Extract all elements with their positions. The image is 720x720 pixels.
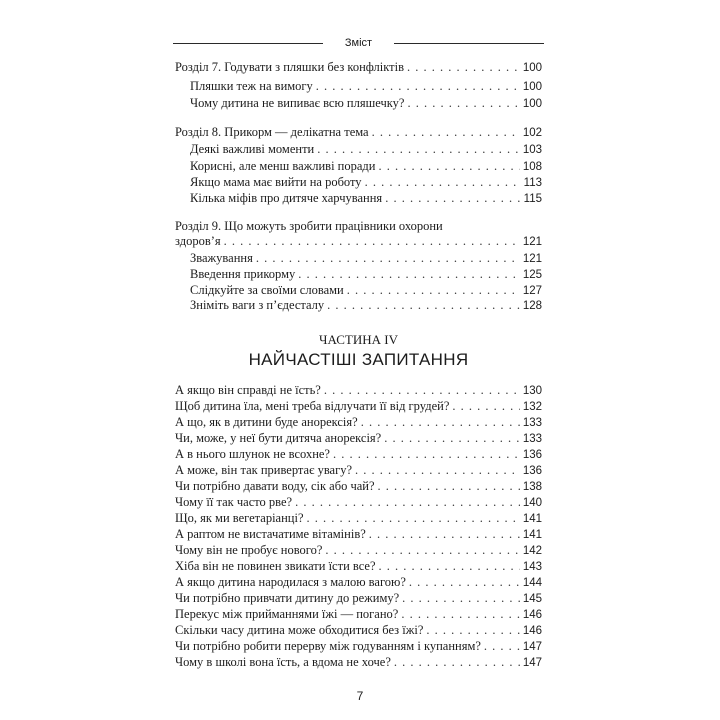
toc-page-number: 144 — [522, 577, 542, 589]
toc-question — [175, 462, 542, 478]
toc-page-number: 147 — [522, 641, 542, 653]
toc-subentry — [190, 78, 542, 94]
toc-page-number: 142 — [522, 545, 542, 557]
toc-entry-title: Якщо мама має вийти на роботу — [190, 175, 362, 189]
toc-page-number: 146 — [522, 609, 542, 621]
toc-page-number: 102 — [522, 127, 542, 139]
toc-question — [175, 382, 542, 398]
toc-entry-title: Щоб дитина їла, мені треба відлучати її від грудей? — [175, 399, 450, 413]
toc-entry-title: Пляшки теж на вимогу — [190, 79, 313, 93]
toc-subentry — [190, 174, 542, 190]
dot-leader — [426, 622, 519, 638]
toc-question — [175, 478, 542, 494]
toc-entry-title: Чи потрібно привчати дитину до режиму? — [175, 591, 400, 605]
dot-leader — [316, 78, 520, 94]
toc-page-number: 128 — [522, 300, 542, 312]
dot-leader — [484, 638, 520, 654]
dot-leader — [369, 526, 520, 542]
toc-question — [175, 446, 542, 462]
toc-page-number: 100 — [522, 98, 542, 110]
dot-leader — [295, 494, 520, 510]
toc-entry-title: Перекус між прийманнями їжі — погано? — [175, 607, 399, 621]
toc-subentry — [190, 250, 542, 266]
dot-leader — [372, 124, 520, 140]
toc-entry-title: Корисні, але менш важливі поради — [190, 159, 376, 173]
toc-question — [175, 526, 542, 542]
toc-page-number: 141 — [522, 513, 542, 525]
toc-question — [175, 398, 542, 414]
toc-entry-title: А може, він так привертає увагу? — [175, 463, 353, 477]
dot-leader — [317, 141, 520, 157]
running-header — [173, 36, 544, 50]
toc-entry-title: Що, як ми вегетаріанці? — [175, 511, 304, 525]
toc-page-number: 132 — [522, 401, 542, 413]
toc-question — [175, 654, 542, 670]
toc-subentry — [190, 297, 542, 313]
toc-question — [175, 606, 542, 622]
toc-page-number: 143 — [522, 561, 542, 573]
toc-page-number: 108 — [522, 161, 542, 173]
dot-leader — [402, 590, 520, 606]
dot-leader — [452, 398, 519, 414]
dot-leader — [401, 606, 519, 622]
toc-chapter-8 — [175, 124, 542, 140]
toc-page-number: 127 — [522, 285, 542, 297]
dot-leader — [256, 250, 520, 266]
dot-leader — [384, 430, 520, 446]
toc-question — [175, 542, 542, 558]
toc-entry-title: Слідкуйте за своїми словами — [190, 283, 344, 297]
toc-page-number: 100 — [522, 62, 542, 74]
toc-page-number: 140 — [522, 497, 542, 509]
toc-entry-title: Введення прикорму — [190, 267, 296, 281]
toc-entry-title: А якщо дитина народилася з малою вагою? — [175, 575, 406, 589]
toc-page-number: 141 — [522, 529, 542, 541]
dot-leader — [385, 190, 520, 206]
toc-page-number: 145 — [522, 593, 542, 605]
toc-page-number: 147 — [522, 657, 542, 669]
toc-chapter-7 — [175, 59, 542, 75]
dot-leader — [407, 95, 519, 111]
dot-leader — [361, 414, 520, 430]
toc-page-number: 133 — [522, 417, 542, 429]
page-number: 7 — [356, 689, 364, 703]
toc-entry-title: Деякі важливі моменти — [190, 142, 315, 156]
dot-leader — [409, 574, 520, 590]
toc-chapter-9 — [175, 233, 542, 249]
toc-entry-title: Чому її так часто рве? — [175, 495, 293, 509]
toc-page-number: 136 — [522, 465, 542, 477]
running-header-title: Зміст — [344, 37, 373, 49]
toc-subentry — [190, 190, 542, 206]
toc-question — [175, 558, 542, 574]
toc-page-number: 133 — [522, 433, 542, 445]
toc-entry-title: здоров’я — [175, 234, 221, 248]
dot-leader — [333, 446, 520, 462]
dot-leader — [355, 462, 520, 478]
toc-page-number: 113 — [523, 177, 542, 189]
toc-entry-title: Чому в школі вона їсть, а вдома не хоче? — [175, 655, 391, 669]
toc-entry-title: Чи потрібно давати воду, сік або чай? — [175, 479, 375, 493]
header-rule-right — [394, 43, 544, 44]
toc-question — [175, 414, 542, 430]
toc-subentry — [190, 95, 542, 111]
toc-entry-title: Чому дитина не випиває всю пляшечку? — [190, 96, 405, 110]
toc-entry-title: Кілька міфів про дитяче харчування — [190, 191, 383, 205]
toc-page-number: 146 — [522, 625, 542, 637]
toc-question — [175, 430, 542, 446]
toc-page-number: 121 — [522, 236, 542, 248]
toc-page-number: 130 — [522, 385, 542, 397]
toc-subentry — [190, 282, 542, 298]
dot-leader — [298, 266, 520, 282]
dot-leader — [378, 478, 520, 494]
toc-page-number: 136 — [522, 449, 542, 461]
dot-leader — [347, 282, 520, 298]
toc-entry-title: Зніміть ваги з п’єдесталу — [190, 298, 325, 312]
toc-page-number: 103 — [522, 144, 542, 156]
toc-question — [175, 494, 542, 510]
dot-leader — [365, 174, 521, 190]
dot-leader — [378, 158, 519, 174]
dot-leader — [407, 59, 520, 75]
toc-entry-title: А в нього шлунок не всохне? — [175, 447, 330, 461]
toc-question — [175, 574, 542, 590]
toc-page-number: 121 — [522, 253, 542, 265]
dot-leader — [394, 654, 520, 670]
toc-entry-title: Хіба він не повинен звикати їсти все? — [175, 559, 376, 573]
dot-leader — [379, 558, 520, 574]
toc-question — [175, 638, 542, 654]
part-label: ЧАСТИНА IV — [319, 332, 398, 347]
toc-entry-title: Чому він не пробує нового? — [175, 543, 323, 557]
toc-entry-title: Розділ 8. Прикорм — делікатна тема — [175, 125, 369, 139]
toc-subentry — [190, 158, 542, 174]
toc-entry-title: Скільки часу дитина може обходитися без їжі? — [175, 623, 424, 637]
toc-question — [175, 510, 542, 526]
toc-page-number: 125 — [522, 269, 542, 281]
toc-subentry — [190, 141, 542, 157]
dot-leader — [324, 382, 520, 398]
toc-page-number: 115 — [523, 193, 542, 205]
toc-question — [175, 622, 542, 638]
dot-leader — [307, 510, 520, 526]
toc-entry-title: А що, як в дитини буде анорексія? — [175, 415, 358, 429]
toc-entry-title: Чи, може, у неї бути дитяча анорексія? — [175, 431, 382, 445]
toc-question — [175, 590, 542, 606]
part-title: НАЙЧАСТІШІ ЗАПИТАННЯ — [248, 350, 469, 369]
toc-entry-title: А раптом не вистачатиме вітамінів? — [175, 527, 366, 541]
toc-chapter-9-title-line-1: Розділ 9. Що можуть зробити працівники охорони — [175, 219, 443, 233]
toc-entry-title: Чи потрібно робити перерву між годуванням і купанням? — [175, 639, 481, 653]
toc-page-number: 100 — [522, 81, 542, 93]
toc-page-number: 138 — [522, 481, 542, 493]
dot-leader — [327, 297, 520, 313]
dot-leader — [224, 233, 520, 249]
toc-entry-title: А якщо він справді не їсть? — [175, 383, 321, 397]
toc-subentry — [190, 266, 542, 282]
dot-leader — [325, 542, 519, 558]
toc-entry-title: Розділ 7. Годувати з пляшки без конфліктів — [175, 60, 404, 74]
toc-entry-title: Зважування — [190, 251, 253, 265]
